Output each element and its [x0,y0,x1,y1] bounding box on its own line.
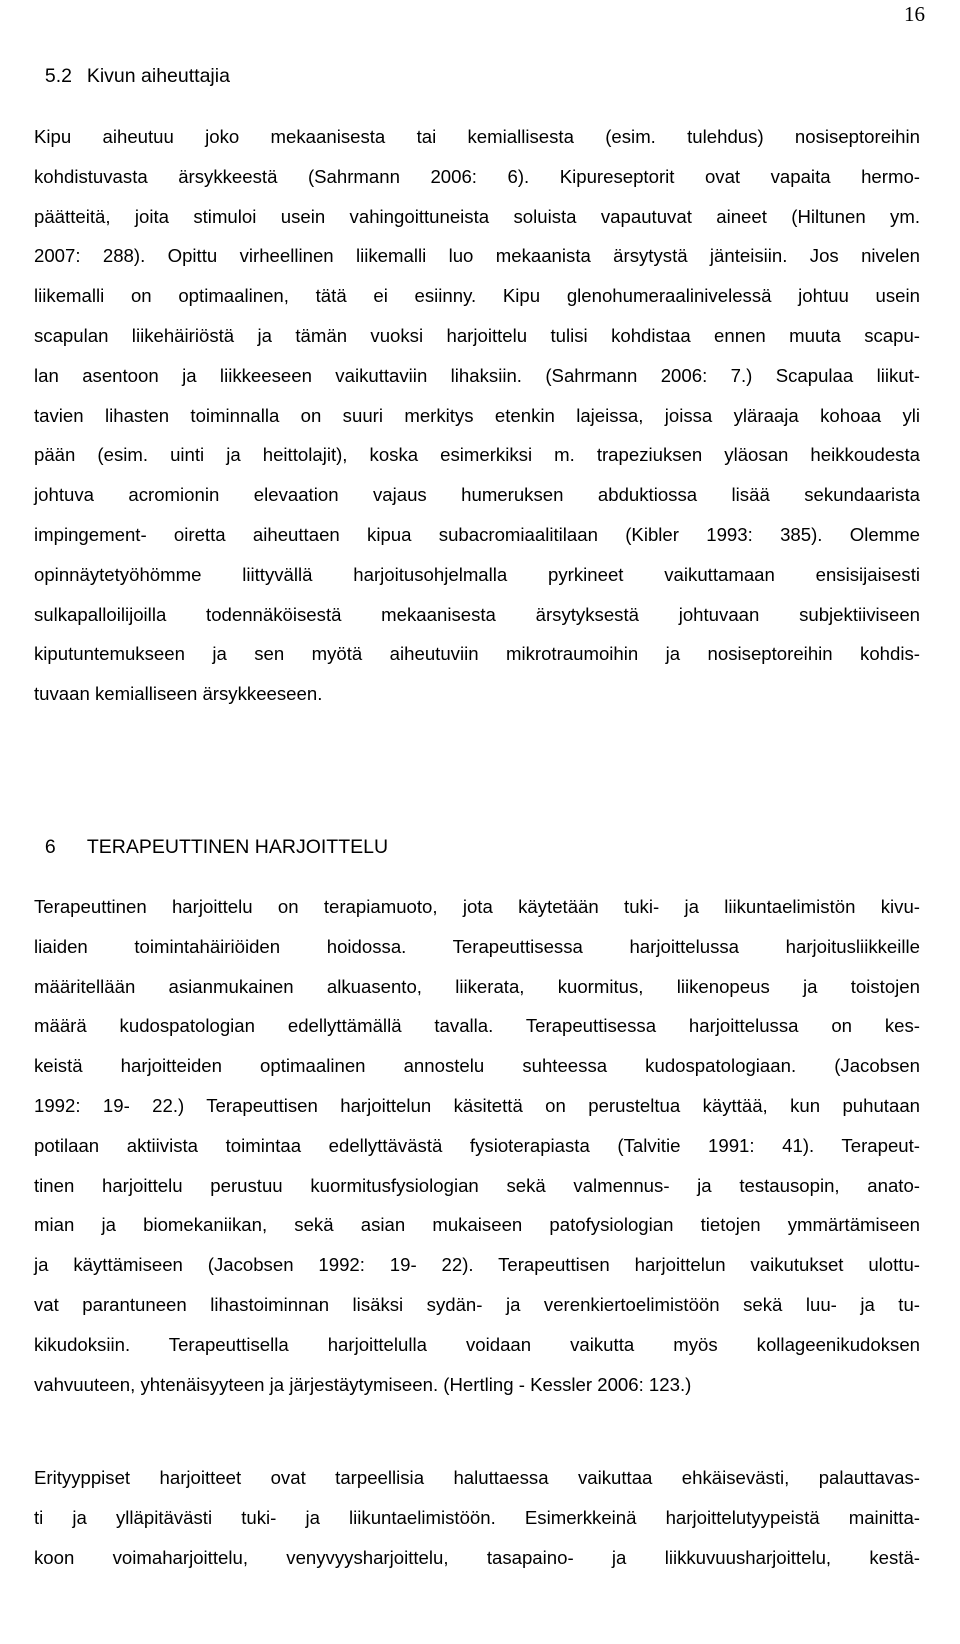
text-line: johtuva acromionin elevaation vajaus humeruksen abduktiossa lisää sekundaarista [34,484,920,506]
text-line: kohdistuvasta ärsykkeestä (Sahrmann 2006: 6). Kipureseptorit ovat vapaita hermo- [34,165,920,187]
text-line: pään (esim. uinti ja heittolajit), koska esimerkiksi m. trapeziuksen yläosan heikkoudesta [34,444,920,466]
text-line: määritellään asianmukainen alkuasento, liikerata, kuormitus, liikenopeus ja toistojen [34,975,920,997]
text-line: päätteitä, joita stimuloi usein vahingoittuneista soluista vapautuvat aineet (Hiltunen ym. [34,205,920,227]
text-line: lan asentoon ja liikkeeseen vaikuttaviin lihaksiin. (Sahrmann 2006: 7.) Scapulaa liikut- [34,364,920,386]
paragraph-erityyppiset-harjoitteet [34,1458,920,1577]
text-line: kikudoksiin. Terapeuttisella harjoittelulla voidaan vaikutta myös kollageenikudoksen [34,1333,920,1355]
text-line: tuvaan kemialliseen ärsykkeeseen. [34,683,323,705]
text-line: keistä harjoitteiden optimaalinen annostelu suhteessa kudospatologiaan. (Jacobsen [34,1055,920,1077]
section-number: 6 [44,836,56,858]
section-heading-6 [34,811,388,859]
text-line: vat parantuneen lihastoiminnan lisäksi sydän- ja verenkiertoelimistöön sekä luu- ja tu- [34,1293,920,1315]
text-line: tavien lihasten toiminnalla on suuri merkitys etenkin lajeissa, joissa yläraaja kohoaa yli [34,404,920,426]
text-line: vahvuuteen, yhtenäisyyteen ja järjestäytymiseen. (Hertling - Kessler 2006: 123.) [34,1373,692,1395]
text-line: scapulan liikehäiriöstä ja tämän vuoksi harjoittelu tulisi kohdistaa ennen muuta scapu- [34,324,920,346]
text-line: Kipu aiheutuu joko mekaanisesta tai kemiallisesta (esim. tulehdus) nosiseptoreihin [34,126,920,147]
text-line: ti ja ylläpitävästi tuki- ja liikuntaelimistöön. Esimerkkeinä harjoittelutyypeistä mainitta- [34,1506,920,1528]
text-line: määrä kudospatologian edellyttämällä tavalla. Terapeuttisessa harjoittelussa on kes- [34,1015,920,1037]
section-number: 5.2 [44,65,72,87]
page-number: 16 [904,2,925,26]
text-line: 1992: 19- 22.) Terapeuttisen harjoittelun käsitettä on perusteltua käyttää, kun puhutaan [34,1094,920,1116]
text-line: liaiden toimintahäiriöiden hoidossa. Terapeuttisessa harjoittelussa harjoitusliikkeille [34,935,920,957]
text-line: ja käyttämiseen (Jacobsen 1992: 19- 22). Terapeuttisen harjoittelun vaikutukset ulottu- [34,1254,920,1276]
text-line: potilaan aktiivista toimintaa edellyttävästä fysioterapiasta (Talvitie 1991: 41). Terapeut- [34,1134,920,1156]
text-line: liikemalli on optimaalinen, tätä ei esiinny. Kipu glenohumeraalinivelessä johtuu usein [34,285,920,307]
paragraph-kivun-aiheuttajia [34,117,920,714]
text-line: tinen harjoittelu perustuu kuormitusfysiologian sekä valmennus- ja testausopin, anato- [34,1174,920,1196]
text-line: opinnäytetyöhömme liittyvällä harjoitusohjelmalla pyrkineet vaikuttamaan ensisijaisesti [34,563,920,585]
text-line: kiputuntemukseen ja sen myötä aiheutuviin mikrotraumoihin ja nosiseptoreihin kohdis- [34,643,920,665]
text-line: mian ja biomekaniikan, sekä asian mukaiseen patofysiologian tietojen ymmärtämiseen [34,1214,920,1236]
text-line: 2007: 288). Opittu virheellinen liikemalli luo mekaanista ärsytystä jänteisiin. Jos nivelen [34,245,920,267]
text-line: Erityyppiset harjoitteet ovat tarpeellisia haluttaessa vaikuttaa ehkäisevästi, palauttavas- [34,1467,920,1488]
section-title: TERAPEUTTINEN HARJOITTELU [86,836,389,858]
text-line: impingement- oiretta aiheuttaen kipua subacromiaalitilaan (Kibler 1993: 385). Olemme [34,523,920,545]
text-line: koon voimaharjoittelu, venyvyysharjoittelu, tasapaino- ja liikkuvuusharjoittelu, kestä- [34,1546,920,1568]
paragraph-terapeuttinen-harjoittelu [34,887,920,1404]
section-title: Kivun aiheuttajia [86,65,230,87]
section-heading-5-2 [34,40,230,88]
text-line: sulkapalloilijoilla todennäköisestä mekaanisesta ärsytyksestä johtuvaan subjektiiviseen [34,603,920,625]
text-line: Terapeuttinen harjoittelu on terapiamuoto, jota käytetään tuki- ja liikuntaelimistön kivu- [34,896,920,917]
